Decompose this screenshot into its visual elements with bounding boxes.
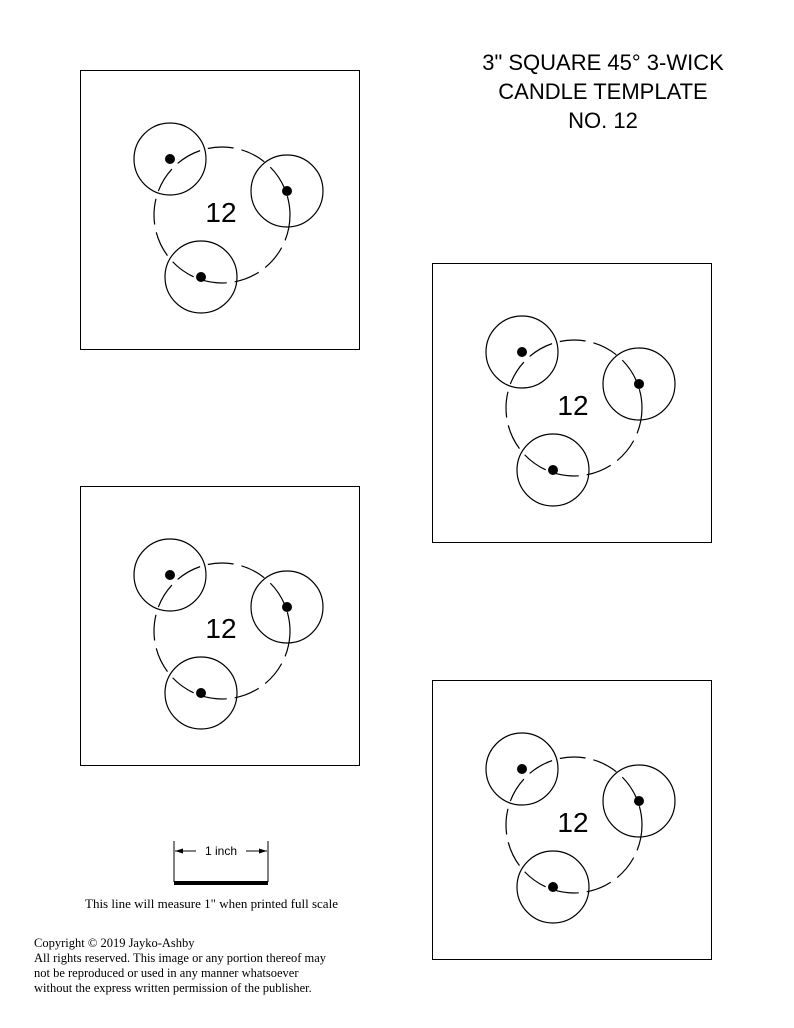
title-line-3: NO. 12 <box>568 108 638 133</box>
arrow-left-icon <box>175 849 183 854</box>
wick-dot <box>196 688 206 698</box>
wick-dot <box>282 186 292 196</box>
copyright-line-1: Copyright © 2019 Jayko-Ashby <box>34 936 195 950</box>
candle-template-1 <box>80 70 360 350</box>
wick-dot <box>634 796 644 806</box>
scale-bar-drawing <box>172 838 270 890</box>
copyright-line-2: All rights reserved. This image or any portion thereof may <box>34 951 327 965</box>
wick-dot <box>282 602 292 612</box>
template-drawing <box>80 70 360 350</box>
scale-note: This line will measure 1" when printed full scale <box>85 896 338 911</box>
candle-template-3 <box>80 486 360 766</box>
template-drawing <box>80 486 360 766</box>
wick-dot <box>548 465 558 475</box>
candle-template-4 <box>432 680 712 960</box>
wick-dot <box>517 347 527 357</box>
scale-bar <box>172 838 270 890</box>
scale-bar-line <box>174 881 268 885</box>
copyright-line-3: not be reproduced or used in any manner whatsoever <box>34 966 299 980</box>
scale-bar-label: 1 inch <box>204 844 238 858</box>
template-number-label: 12 <box>205 613 237 644</box>
wick-dot <box>517 764 527 774</box>
wick-dot <box>196 272 206 282</box>
arrow-right-icon <box>259 849 267 854</box>
title-line-1: 3" SQUARE 45° 3-WICK <box>482 50 724 75</box>
title-line-2: CANDLE TEMPLATE <box>498 79 708 104</box>
wick-dot <box>634 379 644 389</box>
copyright-line-4: without the express written permission of the publisher. <box>34 981 312 995</box>
page-title <box>436 48 770 135</box>
wick-dot <box>548 882 558 892</box>
template-number-label: 12 <box>557 807 589 838</box>
wick-dot <box>165 154 175 164</box>
template-drawing <box>432 263 712 543</box>
template-drawing <box>432 680 712 960</box>
wick-dot <box>165 570 175 580</box>
copyright-notice <box>34 936 394 996</box>
template-number-label: 12 <box>557 390 589 421</box>
template-number-label: 12 <box>205 197 237 228</box>
candle-template-2 <box>432 263 712 543</box>
